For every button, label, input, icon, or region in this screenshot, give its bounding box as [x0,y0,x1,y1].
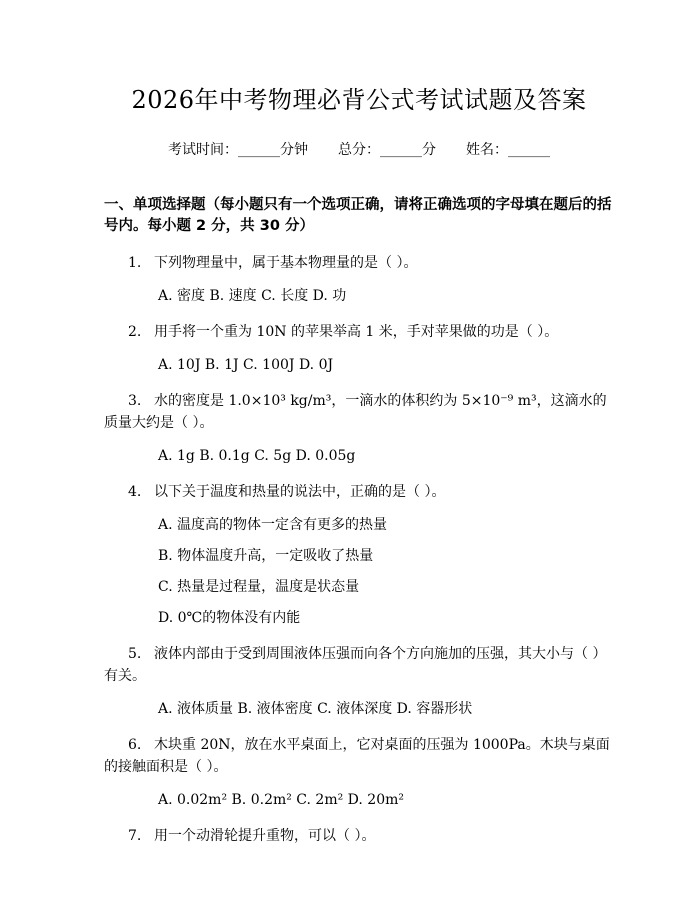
section-heading-line2: 号内。每小题 2 分，共 30 分） [104,218,314,234]
question-text: 下列物理量中，属于基本物理量的是（ ）。 [154,255,418,271]
total-score-field: 总分：______分 [338,142,436,158]
question-5 [104,643,614,687]
question-number: 6. [128,737,142,753]
question-2 [104,321,614,343]
question-5-options: A. 液体质量 B. 液体密度 C. 液体深度 D. 容器形状 [158,701,473,717]
question-text: 木块重 20N，放在水平桌面上，它对桌面的压强为 1000Pa。木块与桌面的接触面积是（ ）。 [104,737,610,775]
question-1-options: A. 密度 B. 速度 C. 长度 D. 功 [158,288,347,304]
question-4-option-b: B. 物体温度升高，一定吸收了热量 [158,548,374,564]
question-number: 1. [128,255,142,271]
question-number: 5. [128,646,142,662]
question-text: 以下关于温度和热量的说法中，正确的是（ ）。 [154,484,446,500]
question-3 [104,390,614,434]
question-number: 4. [128,484,142,500]
exam-meta [104,139,614,161]
question-number: 3. [128,393,142,409]
question-text: 用手将一个重为 10N 的苹果举高 1 米，手对苹果做的功是（ ）。 [154,324,559,340]
question-6-options: A. 0.02m² B. 0.2m² C. 2m² D. 20m² [158,792,404,808]
question-7 [104,825,614,847]
section-heading-line1: 一、单项选择题（每小题只有一个选项正确，请将正确选项的字母填在题后的括 [104,197,612,213]
section-heading [104,195,614,237]
exam-time-field: 考试时间：______分钟 [168,142,308,158]
question-text: 液体内部由于受到周围液体压强而向各个方向施加的压强，其大小与（ ）有关。 [104,646,607,684]
question-number: 7. [128,828,142,844]
question-text: 用一个动滑轮提升重物，可以（ ）。 [154,828,376,844]
question-text: 水的密度是 1.0×10³ kg/m³，一滴水的体积约为 5×10⁻⁹ m³，这滴水的质量大约是（ ）。 [104,393,607,431]
question-2-options: A. 10J B. 1J C. 100J D. 0J [158,357,334,373]
name-field: 姓名：______ [466,142,550,158]
question-3-options: A. 1g B. 0.1g C. 5g D. 0.05g [158,448,356,464]
question-4-option-a: A. 温度高的物体一定含有更多的热量 [158,517,388,533]
question-6 [104,734,614,778]
question-number: 2. [128,324,142,340]
question-4-option-c: C. 热量是过程量，温度是状态量 [158,579,360,595]
page-title: 2026年中考物理必背公式考试试题及答案 [131,86,587,114]
question-4 [104,481,614,503]
question-1 [104,252,614,274]
question-4-option-d: D. 0℃的物体没有内能 [158,610,301,626]
